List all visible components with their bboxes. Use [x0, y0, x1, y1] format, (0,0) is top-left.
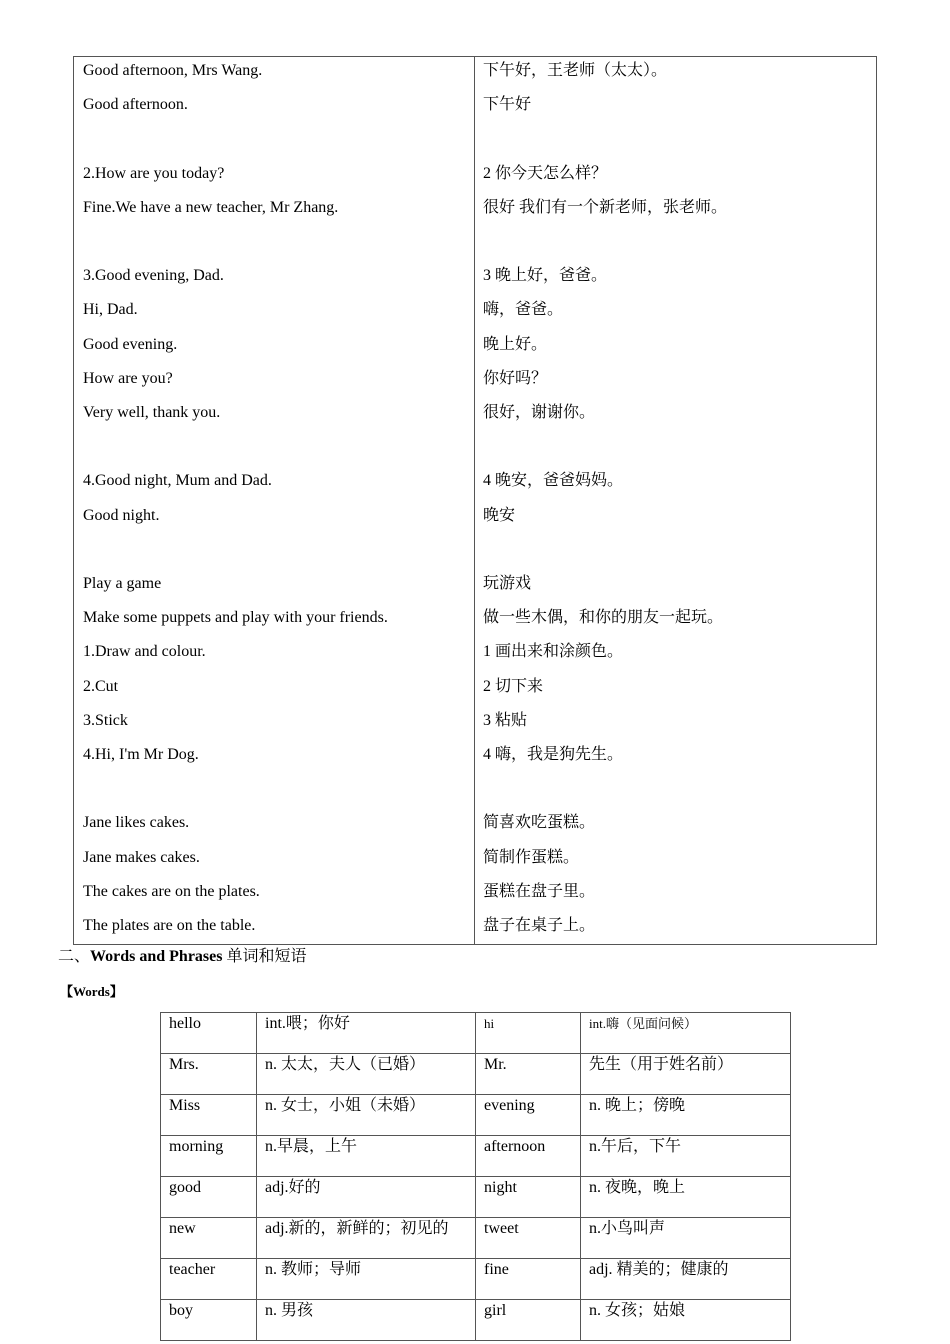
vocab-meaning: n. 女士，小姐（未婚）	[257, 1095, 476, 1136]
dialogue-zh-line: 晚上好。	[483, 336, 548, 353]
vocab-word: evening	[476, 1095, 581, 1136]
vocab-word: morning	[161, 1136, 257, 1177]
table-row	[161, 1013, 791, 1054]
table-row	[161, 1136, 791, 1177]
dialogue-en-line: Good afternoon, Mrs Wang.	[83, 62, 263, 79]
vocab-meaning: adj. 精美的；健康的	[581, 1259, 791, 1300]
dialogue-en-line: 3.Good evening, Dad.	[83, 267, 224, 284]
section-title-zh: 单词和短语	[222, 948, 307, 965]
vocab-word: Mrs.	[161, 1054, 257, 1095]
vocab-word: teacher	[161, 1259, 257, 1300]
section-prefix: 二、	[58, 948, 91, 965]
vocab-word: new	[161, 1218, 257, 1259]
vocab-word: hello	[161, 1013, 257, 1054]
dialogue-en-line: 4.Good night, Mum and Dad.	[83, 472, 272, 489]
vocab-meaning: n.小鸟叫声	[581, 1218, 791, 1259]
dialogue-en-line: The cakes are on the plates.	[83, 883, 260, 900]
vocab-meaning: n. 男孩	[257, 1300, 476, 1341]
dialogue-zh-line: 下午好	[483, 96, 532, 113]
table-row	[161, 1054, 791, 1095]
dialogue-zh-line: 盘子在桌子上。	[483, 917, 596, 934]
vocab-word: boy	[161, 1300, 257, 1341]
table-row	[161, 1177, 791, 1218]
vocab-word: hi	[476, 1013, 581, 1054]
section-title-en: Words and Phrases	[90, 948, 223, 965]
dialogue-zh-line: 3 粘贴	[483, 712, 528, 729]
dialogue-en-line: Fine.We have a new teacher, Mr Zhang.	[83, 199, 339, 216]
dialogue-table	[73, 56, 877, 945]
dialogue-zh-line: 下午好，王老师（太太）。	[483, 62, 668, 79]
dialogue-zh-line: 2 切下来	[483, 678, 544, 695]
dialogue-en-line: 4.Hi, I'm Mr Dog.	[83, 746, 199, 763]
vocab-meaning: n. 女孩；姑娘	[581, 1300, 791, 1341]
dialogue-en-line: 1.Draw and colour.	[83, 643, 206, 660]
dialogue-en-line: Good night.	[83, 507, 160, 524]
dialogue-en-line: How are you?	[83, 370, 173, 387]
dialogue-en-line: The plates are on the table.	[83, 917, 256, 934]
dialogue-zh-line: 做一些木偶，和你的朋友一起玩。	[483, 609, 724, 626]
vocab-meaning: adj.好的	[257, 1177, 476, 1218]
dialogue-zh-line: 2 你今天怎么样？	[483, 165, 608, 182]
vocab-meaning: n. 教师；导师	[257, 1259, 476, 1300]
vocab-word: night	[476, 1177, 581, 1218]
vocab-body	[161, 1013, 791, 1341]
vocab-meaning: n. 太太，夫人（已婚）	[257, 1054, 476, 1095]
dialogue-zh-line: 晚安	[483, 507, 516, 524]
vocab-word: good	[161, 1177, 257, 1218]
dialogue-zh-line: 1 画出来和涂颜色。	[483, 643, 624, 660]
vocab-meaning: adj.新的，新鲜的；初见的	[257, 1218, 476, 1259]
vocab-meaning: n. 夜晚，晚上	[581, 1177, 791, 1218]
vocab-table	[160, 1012, 791, 1341]
dialogue-en-line: Play a game	[83, 575, 162, 592]
dialogue-zh-line: 很好 我们有一个新老师，张老师。	[483, 199, 728, 216]
dialogue-zh-line: 玩游戏	[483, 575, 532, 592]
vocab-word: fine	[476, 1259, 581, 1300]
dialogue-en-line: Good evening.	[83, 336, 178, 353]
dialogue-en-line: 3.Stick	[83, 712, 128, 729]
vocab-meaning: n. 晚上；傍晚	[581, 1095, 791, 1136]
vocab-meaning: n.午后，下午	[581, 1136, 791, 1177]
vocab-word: Miss	[161, 1095, 257, 1136]
dialogue-en-line: 2.Cut	[83, 678, 119, 695]
dialogue-zh-line: 你好吗？	[483, 370, 548, 387]
table-row	[161, 1300, 791, 1341]
vocab-word: girl	[476, 1300, 581, 1341]
dialogue-zh-line: 简喜欢吃蛋糕。	[483, 814, 596, 831]
dialogue-zh-line: 3 晚上好，爸爸。	[483, 267, 608, 284]
table-row	[161, 1095, 791, 1136]
column-divider	[474, 57, 475, 944]
words-label: 【Words】	[60, 984, 123, 999]
dialogue-zh-line: 蛋糕在盘子里。	[483, 883, 596, 900]
dialogue-en-line: Very well, thank you.	[83, 404, 221, 421]
dialogue-zh-line: 4 嗨，我是狗先生。	[483, 746, 624, 763]
dialogue-en-line: Make some puppets and play with your friends.	[83, 609, 388, 626]
dialogue-en-line: 2.How are you today?	[83, 165, 225, 182]
section-heading	[58, 946, 307, 968]
vocab-word: afternoon	[476, 1136, 581, 1177]
dialogue-en-line: Jane likes cakes.	[83, 814, 190, 831]
dialogue-en-line: Jane makes cakes.	[83, 849, 200, 866]
table-row	[161, 1259, 791, 1300]
dialogue-zh-line: 4 晚安，爸爸妈妈。	[483, 472, 624, 489]
vocab-meaning: int.嗨（见面问候）	[581, 1013, 791, 1054]
dialogue-en-line: Hi, Dad.	[83, 301, 138, 318]
dialogue-zh-line: 嗨，爸爸。	[483, 301, 564, 318]
dialogue-zh-line: 简制作蛋糕。	[483, 849, 580, 866]
dialogue-en-line: Good afternoon.	[83, 96, 188, 113]
dialogue-zh-line: 很好，谢谢你。	[483, 404, 596, 421]
vocab-meaning: 先生（用于姓名前）	[581, 1054, 791, 1095]
table-row	[161, 1218, 791, 1259]
vocab-meaning: int.喂；你好	[257, 1013, 476, 1054]
vocab-word: tweet	[476, 1218, 581, 1259]
vocab-meaning: n.早晨，上午	[257, 1136, 476, 1177]
vocab-word: Mr.	[476, 1054, 581, 1095]
